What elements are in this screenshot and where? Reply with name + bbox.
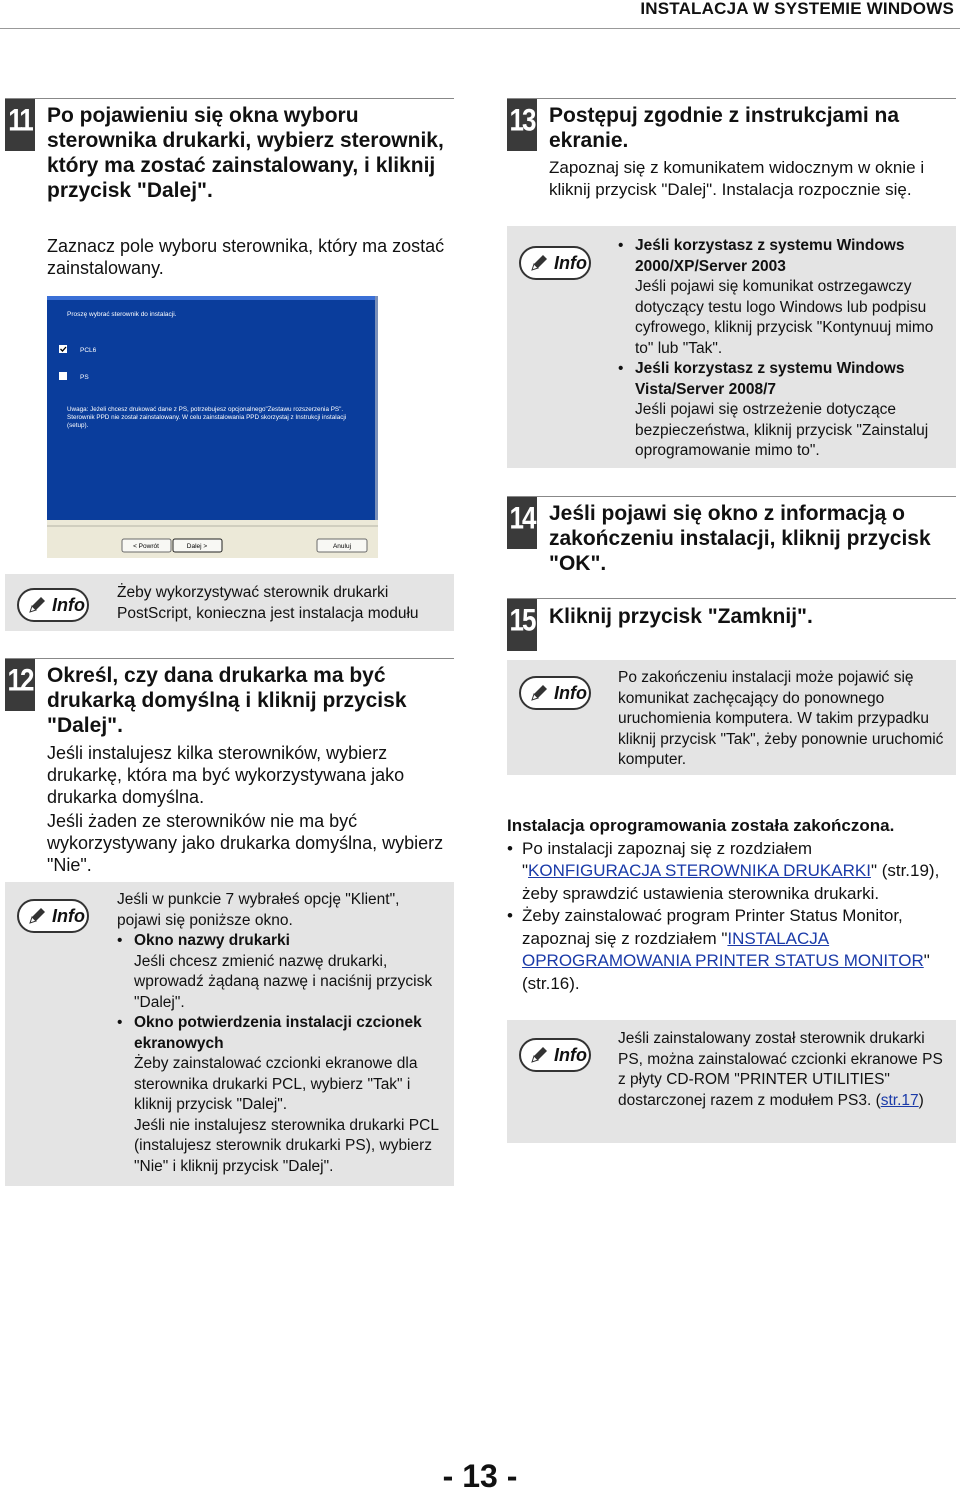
pencil-icon (530, 684, 550, 702)
step15-info-text: Po zakończeniu instalacji może pojawić się komunikat zachęcający do ponownego uruchomienia komputera. W takim przypadku kliknij przycisk "Tak", żeby ponownie uruchomić komputer. (618, 669, 944, 768)
step12-info-intro: Jeśli w punkcie 7 wybrałeś opcję "Klient", pojawi się poniższe okno. (117, 891, 400, 929)
dialog-next-button: Dalej > (186, 543, 208, 550)
step14-title: Jeśli pojawi się okno z informacją o zakończeniu instalacji, kliknij przycisk "OK". (549, 502, 931, 575)
info-badge: Info (519, 676, 591, 710)
pencil-icon (28, 907, 48, 925)
step12-number: 12 (5, 659, 35, 711)
step12-title: Określ, czy dana drukarka ma być drukarką domyślną i kliknij przycisk "Dalej". (47, 664, 407, 737)
dialog-prompt: Proszę wybrać sterownik do instalacji. (67, 311, 177, 318)
list-item: • Okno nazwy drukarki Jeśli chcesz zmienić nazwę drukarki, wprowadź żądaną nazwę i naciśnij przycisk "Dalej". (117, 931, 447, 1013)
list-item: • Jeśli korzystasz z systemu Windows 2000/XP/Server 2003 Jeśli pojawi się komunikat ostrzegawczy dotyczący testu logo Windows lub podpisu cyfrowego, kliknij przycisk "Kontynuuj mimo to" lub "Tak". (618, 236, 948, 359)
header-title: INSTALACJA W SYSTEMIE WINDOWS (640, 0, 954, 18)
info-badge: Info (17, 899, 89, 933)
pencil-icon (28, 596, 48, 614)
step13-info-text (618, 236, 948, 462)
step14-rule (507, 496, 956, 497)
list-item: • Po instalacji zapoznaj się z rozdziałem "KONFIGURACJA STEROWNIKA DRUKARKI" (str.19), żeby sprawdzić ustawienia sterownika drukarki. (507, 838, 952, 906)
list-item: • Jeśli korzystasz z systemu Windows Vista/Server 2008/7 Jeśli pojawi się ostrzeżenie dotyczące bezpieczeństwa, kliknij przycisk "Zainstaluj oprogramowanie mimo to". (618, 359, 948, 462)
pencil-icon (530, 254, 550, 272)
completion-heading: Instalacja oprogramowania została zakończona. (507, 816, 895, 835)
step15-title: Kliknij przycisk "Zamknij". (549, 605, 813, 628)
step13-info-box (507, 226, 956, 468)
link-printer-driver-config[interactable]: KONFIGURACJA STEROWNIKA DRUKARKI (528, 861, 871, 880)
info-badge: Info (17, 588, 89, 622)
link-page-17[interactable]: str.17 (880, 1091, 919, 1109)
step12-info-text (117, 890, 447, 1177)
step15-rule (507, 598, 956, 599)
step13-title: Postępuj zgodnie z instrukcjami na ekranie. (549, 104, 900, 152)
step12-text2: Jeśli żaden ze sterowników nie ma być wykorzystywany jako drukarka domyślna, wybierz "Nie". (47, 811, 444, 875)
dialog-note: Uwaga: Jeżeli chcesz drukować dane z PS, potrzebujesz opcjonalnego"Zestawu rozszerzenia PS". Sterownik PPD nie został zainstalowany. W celu zainstalowania PPD skorzystaj z Instrukcji instalacji (setup). (67, 406, 347, 429)
step15-info-box (507, 660, 956, 775)
completion-info-text: Jeśli zainstalowany został sterownik drukarki PS, można zainstalować czcionki ekranowe PS z płyty CD-ROM "PRINTER UTILITIES" dostarczonej razem z modułem PS3. (str.17) (618, 1030, 943, 1109)
page-header (0, 0, 960, 29)
dialog-option-pcl6: PCL6 (80, 347, 97, 354)
step12-info-box (5, 882, 454, 1186)
step13-rule (507, 98, 956, 99)
dialog-back-button: < Powrót (133, 543, 159, 550)
list-item: • Żeby zainstalować program Printer Status Monitor, zapoznaj się z rozdziałem "INSTALACJA OPROGRAMOWANIA PRINTER STATUS MONITOR" (str.16). (507, 905, 952, 995)
pencil-icon (530, 1046, 550, 1064)
completion-section (507, 815, 952, 995)
step12-text1: Jeśli instalujesz kilka sterowników, wybierz drukarkę, która ma być wykorzystywana jako drukarka domyślna. (47, 743, 405, 807)
step15-number: 15 (507, 599, 537, 651)
step11-info-text: Żeby wykorzystywać sterownik drukarki PostScript, konieczna jest instalacja modułu (117, 584, 419, 622)
step11-text: Zaznacz pole wyboru sterownika, który ma zostać zainstalowany. (47, 236, 445, 278)
link-status-monitor-install[interactable]: INSTALACJA OPROGRAMOWANIA PRINTER STATUS MONITOR (522, 928, 924, 970)
step12-rule (5, 658, 454, 659)
driver-selection-screenshot (47, 296, 378, 558)
info-badge: Info (519, 246, 591, 280)
dialog-cancel-button: Anuluj (332, 543, 352, 550)
step11-title: Po pojawieniu się okna wyboru sterownika drukarki, wybierz sterownik, który ma zostać zainstalowany, i kliknij przycisk "Dalej". (47, 104, 444, 202)
page-number: - 13 - (442, 1458, 518, 1494)
step13-number: 13 (507, 99, 537, 151)
step13-text: Zapoznaj się z komunikatem widocznym w oknie i kliknij przycisk "Dalej". Instalacja rozpocznie się. (549, 158, 925, 199)
dialog-option-ps: PS (80, 374, 89, 381)
step11-rule (5, 98, 454, 99)
step11-info-box (5, 574, 454, 631)
step11-number: 11 (5, 99, 35, 151)
info-badge: Info (519, 1038, 591, 1072)
step14-number: 14 (507, 497, 537, 549)
list-item: • Okno potwierdzenia instalacji czcionek ekranowych Żeby zainstalować czcionki ekranowe dla sterownika drukarki PCL, wybierz "Tak" i kliknij przycisk "Dalej". Jeśli nie instalujesz sterownika drukarki PCL (instalujesz sterownik drukarki PS), wybierz "Nie" i kliknij przycisk "Dalej". (117, 1013, 447, 1177)
completion-info-box (507, 1020, 956, 1143)
